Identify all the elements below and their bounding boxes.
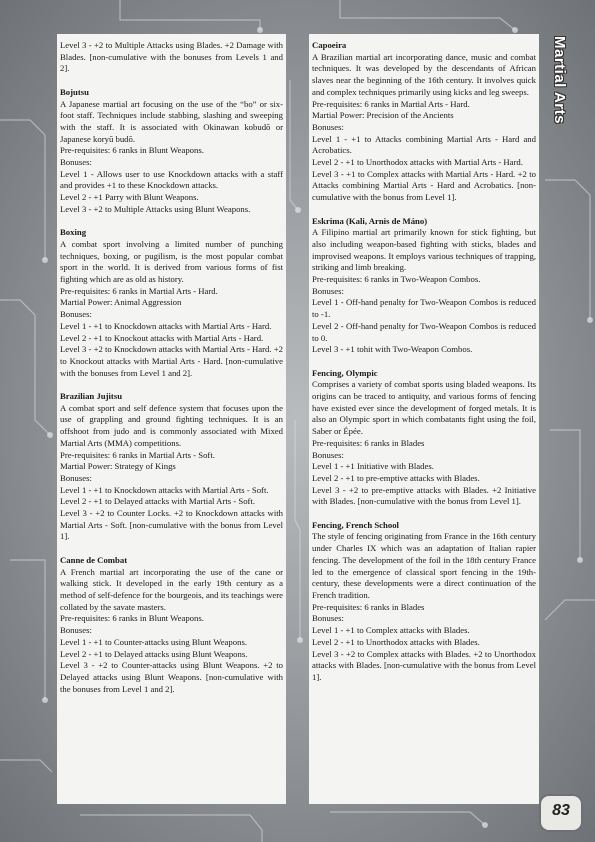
martial-art-entry bbox=[60, 391, 283, 543]
entry-line: Level 3 - +2 to Multiple Attacks using Blunt Weapons. bbox=[60, 203, 251, 214]
entry-line: Level 3 - +1 tohit with Two-Weapon Combos. bbox=[312, 344, 473, 355]
entry-line: Level 2 - Off-hand penalty for Two-Weapon Combos is reduced to 0. bbox=[312, 320, 536, 343]
entry-line: Pre-requisites: 6 ranks in Martial Arts - Hard. bbox=[312, 98, 470, 109]
entry-line: Pre-requisites: 6 ranks in Blunt Weapons. bbox=[60, 613, 204, 624]
entry-description: The style of fencing originating from France in the 16th century under Charles IX which was an adaptation of Italian rapier fencing. The development of the foil in the 18th century France led to the emergence of classical sport fencing in the 19th-century, these developments were a direct continuation of the French tradition. bbox=[312, 531, 536, 600]
martial-art-entry bbox=[60, 555, 283, 695]
entry-title: Fencing, Olympic bbox=[312, 367, 378, 378]
entry-line: Martial Power: Animal Aggression bbox=[60, 297, 182, 308]
entry-description: A French martial art incorporating the use of the cane or walking stick. It developed in the early 19th century as a method of self-defence for the bourgeois, and its teachings were collated by the savate masters. bbox=[60, 566, 283, 612]
entry-line: Level 1 - +1 to Knockdown attacks with Martial Arts - Soft. bbox=[60, 484, 269, 495]
entry-title: Capoeira bbox=[312, 40, 347, 50]
entry-line: Level 3 - +1 to Complex attacks with Martial Arts - Hard. +2 to Attacks combining Martial Arts - Hard and Acrobatics. [non-cumulative with the bonus from Level 1]. bbox=[312, 168, 536, 203]
entry-title: Fencing, French School bbox=[312, 519, 399, 530]
entry-line: Level 2 - +1 to Delayed attacks with Martial Arts - Soft. bbox=[60, 496, 256, 507]
entry-line: Level 3 - +2 to Counter-attacks using Blunt Weapons. +2 to Delayed attacks using Blunt Weapons. [non-cumulative with the bonuses from Level 1 and 2]. bbox=[60, 660, 283, 694]
martial-art-entry bbox=[60, 40, 283, 75]
entry-line: Level 1 - Off-hand penalty for Two-Weapon Combos is reduced to -1. bbox=[312, 297, 536, 320]
entry-description: A Brazilian martial art incorporating dance, music and combat techniques. It was developed by the descendants of African slaves near the beginning of the 16th century. It involves quick and complex techniques primarily using kicks and leg sweeps. bbox=[312, 51, 536, 97]
martial-art-entry bbox=[312, 520, 536, 684]
page-number-badge bbox=[541, 796, 581, 830]
entry-line: Bonuses: bbox=[312, 285, 344, 296]
entry-line: Pre-requisites: 6 ranks in Blunt Weapons. bbox=[60, 145, 204, 156]
entry-line: Level 1 - +1 to Knockdown attacks with Martial Arts - Hard. bbox=[60, 320, 272, 331]
entry-line: Level 3 - +2 to Counter Locks. +2 to Knockdown attacks with Martial Arts - Soft. [non-cumulative with the bonus from Level 1]. bbox=[60, 508, 283, 542]
entry-title: Bojutsu bbox=[60, 86, 89, 97]
entry-line: Level 2 - +1 to pre-emptive attacks with Blades. bbox=[312, 472, 480, 483]
entry-line: Bonuses: bbox=[312, 449, 344, 460]
left-text-column bbox=[57, 34, 286, 804]
entry-line: Pre-requisites: 6 ranks in Two-Weapon Combos. bbox=[312, 274, 481, 285]
entry-line: Level 3 - +2 to Knockdown attacks with Martial Arts - Hard. +2 to Knockout attacks with Martial Arts - Hard. [non-cumulative with the bonuses from Level 1 and 2]. bbox=[60, 344, 283, 378]
entry-line: Bonuses: bbox=[312, 613, 344, 624]
entry-title: Boxing bbox=[60, 227, 87, 238]
entry-description: A Filipino martial art primarily known for stick fighting, but also including weapon-based fighting with sticks, blades and improvised weapons. It employs various techniques of trapping, striking and limb breaking. bbox=[312, 227, 536, 273]
entry-line: Pre-requisites: 6 ranks in Blades bbox=[312, 437, 425, 448]
entry-description: A Japanese martial art focusing on the use of the “bo” or six-foot staff. Techniques include stabbing, slashing and sweeping with the staff. It is associated with Okinawan kobudō or Japanese koryū budō. bbox=[60, 98, 283, 144]
entry-line: Pre-requisites: 6 ranks in Martial Arts - Soft. bbox=[60, 449, 215, 460]
entry-line: Level 1 - +1 to Attacks combining Martial Arts - Hard and Acrobatics. bbox=[312, 133, 536, 156]
martial-art-entry bbox=[60, 227, 283, 379]
martial-art-entry bbox=[312, 40, 536, 204]
page-number: 83 bbox=[552, 802, 570, 819]
entry-line: Level 3 - +2 to Multiple Attacks using Blades. +2 Damage with Blades. [non-cumulative with the bonuses from Levels 1 and 2]. bbox=[60, 40, 283, 74]
martial-art-entry bbox=[312, 368, 536, 508]
entry-line: Level 1 - Allows user to use Knockdown attacks with a staff and provides +1 to these Knockdown attacks. bbox=[60, 168, 283, 191]
entry-line: Level 2 - +1 to Unorthodox attacks with Blades. bbox=[312, 636, 480, 647]
entry-line: Martial Power: Strategy of Kings bbox=[60, 461, 176, 472]
martial-art-entry bbox=[60, 87, 283, 216]
entry-description: Comprises a variety of combat sports using bladed weapons. Its origins can be traced to antiquity, and various forms of fencing have existed ever since the development of forged metals. It is also an Olympic sport in which combatants fight using the foil, Saber or Épée. bbox=[312, 379, 536, 437]
entry-line: Pre-requisites: 6 ranks in Blades bbox=[312, 601, 425, 612]
entry-line: Bonuses: bbox=[60, 309, 92, 320]
entry-line: Bonuses: bbox=[60, 625, 92, 636]
entry-title: Eskrima (Kali, Arnis de Máno) bbox=[312, 215, 428, 226]
entry-line: Level 1 - +1 to Counter-attacks using Blunt Weapons. bbox=[60, 636, 247, 647]
entry-line: Bonuses: bbox=[60, 157, 92, 168]
entry-line: Level 2 - +1 to Knockout attacks with Martial Arts - Hard. bbox=[60, 332, 264, 343]
entry-line: Level 3 - +2 to Complex attacks with Blades. +2 to Unorthodox attacks with Blades. [non-cumulative with the bonus from Level 1]. bbox=[312, 648, 536, 682]
entry-description: A combat sport involving a limited number of punching techniques, boxing, or pugilism, is the most popular combat sport in the world. It is derived from various forms of fist fighting which are as old as history. bbox=[60, 238, 283, 285]
chapter-side-title: Martial Arts bbox=[551, 36, 568, 124]
entry-line: Level 2 - +1 to Unorthodox attacks with Martial Arts - Hard. bbox=[312, 157, 523, 168]
right-text-column bbox=[309, 34, 539, 804]
entry-line: Pre-requisites: 6 ranks in Martial Arts - Hard. bbox=[60, 285, 218, 296]
entry-line: Level 1 - +1 to Complex attacks with Blades. bbox=[312, 625, 470, 636]
entry-line: Bonuses: bbox=[312, 121, 344, 132]
entry-title: Brazilian Jujitsu bbox=[60, 391, 123, 402]
entry-line: Bonuses: bbox=[60, 472, 92, 483]
entry-line: Martial Power: Precision of the Ancients bbox=[312, 110, 454, 121]
entry-line: Level 1 - +1 Initiative with Blades. bbox=[312, 461, 434, 472]
martial-art-entry bbox=[312, 216, 536, 356]
entry-title: Canne de Combat bbox=[60, 554, 128, 565]
entry-line: Level 2 - +1 to Delayed attacks using Blunt Weapons. bbox=[60, 648, 248, 659]
entry-description: A combat sport and self defence system that focuses upon the use of grappling and ground fighting techniques. It is an offshoot from judo and is commonly associated with Mixed Martial Arts (MMA) competitions. bbox=[60, 402, 283, 448]
entry-line: Level 3 - +2 to pre-emptive attacks with Blades. +2 Initiative with Blades. [non-cumulative with the bonus from Level 1]. bbox=[312, 484, 536, 507]
entry-line: Level 2 - +1 Parry with Blunt Weapons. bbox=[60, 192, 199, 203]
